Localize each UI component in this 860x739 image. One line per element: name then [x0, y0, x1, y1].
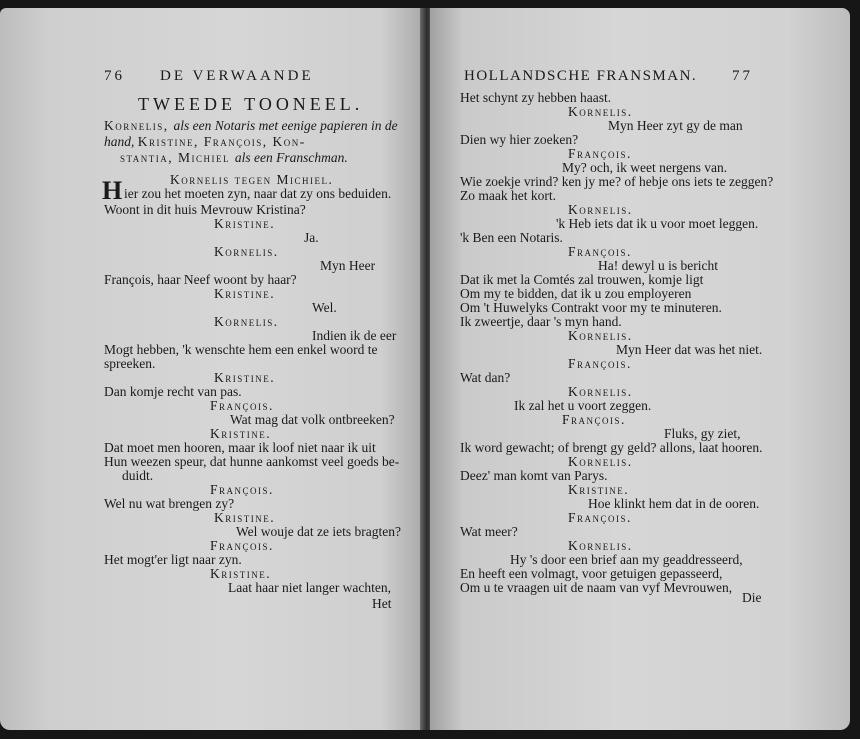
verse-line: Dan komje recht van pas.: [104, 384, 242, 399]
scene-title: TWEEDE TOONEEL.: [138, 94, 364, 114]
verse-line: Mogt hebben, 'k wenschte hem een enkel woord te: [104, 342, 378, 357]
speaker-name: Kornelis.: [568, 384, 633, 399]
verse-line: ier zou het moeten zyn, naar dat zy ons beduiden.: [124, 186, 392, 201]
verse-line: Wat meer?: [460, 524, 518, 539]
verse-line: Dat moet men hooren, maar ik loof niet naar ik uit: [104, 440, 376, 455]
verse-line: Ik zweertje, daar 's myn hand.: [460, 314, 622, 329]
verse-line: Hy 's door een brief aan my geaddresseerd,: [510, 552, 743, 567]
verse-line: duidt.: [122, 468, 154, 483]
verse-line: Om my te bidden, dat ik u zou employeren: [460, 286, 692, 301]
verse-line: Dien wy hier zoeken?: [460, 132, 579, 147]
cast-line-2: hand, Kristine, François, Kon-: [104, 134, 306, 149]
verse-line: Ik word gewacht; of brengt gy geld? allons, laat hooren.: [460, 440, 763, 455]
running-head-left: DE VERWAANDE: [160, 68, 314, 84]
catchword: Die: [742, 590, 762, 605]
speaker-name: Kristine.: [214, 216, 276, 231]
left-page: [0, 8, 424, 730]
speaker-name: Kornelis.: [214, 314, 279, 329]
speaker-name: Kristine.: [568, 482, 630, 497]
verse-line: 'k Heb iets dat ik u voor moet leggen.: [556, 216, 759, 231]
speaker-name: François.: [568, 146, 632, 161]
right-page: [430, 8, 850, 730]
verse-line: Om 't Huwelyks Contrakt voor my te minuteren.: [460, 300, 722, 315]
verse-line: Ik zal het u voort zeggen.: [514, 398, 652, 413]
drop-cap: H: [102, 176, 123, 205]
speaker-name: François.: [210, 538, 274, 553]
speaker-name: Kristine.: [214, 510, 276, 525]
verse-line: Hoe klinkt hem dat in de ooren.: [588, 496, 760, 511]
verse-line: Wel.: [312, 300, 337, 315]
verse-line: Myn Heer dat was het niet.: [616, 342, 763, 357]
speaker-heading: Kornelis tegen Michiel.: [170, 172, 334, 187]
speaker-name: Kristine.: [210, 566, 272, 581]
running-head-right: HOLLANDSCHE FRANSMAN.: [464, 68, 698, 84]
catchword: Het: [372, 596, 392, 611]
speaker-name: Kornelis.: [568, 202, 633, 217]
verse-line: Laat haar niet langer wachten,: [228, 580, 392, 595]
speaker-name: Kornelis.: [568, 328, 633, 343]
cast-line-3: stantia, Michiel als een Franschman.: [120, 150, 348, 165]
page-number-left: 76: [104, 68, 125, 84]
verse-line: Om u te vraagen uit de naam van vyf Mevrouwen,: [460, 580, 733, 595]
speaker-name: François.: [568, 356, 632, 371]
verse-line: My? och, ik weet nergens van.: [562, 160, 728, 175]
speaker-name: Kristine.: [214, 286, 276, 301]
speaker-name: François.: [568, 244, 632, 259]
verse-line: Het mogt'er ligt naar zyn.: [104, 552, 242, 567]
speaker-name: Kornelis.: [568, 538, 633, 553]
verse-line: Myn Heer zyt gy de man: [608, 118, 743, 133]
speaker-name: François.: [210, 398, 274, 413]
speaker-name: Kristine.: [214, 370, 276, 385]
speaker-name: Kornelis.: [568, 454, 633, 469]
verse-line: Wie zoekje vrind? ken jy me? of hebje ons iets te zeggen?: [460, 174, 774, 189]
verse-line: Wel wouje dat ze iets bragten?: [236, 524, 401, 539]
verse-line: 'k Ben een Notaris.: [460, 230, 563, 245]
verse-line: spreeken.: [104, 356, 156, 371]
verse-line: Ha! dewyl u is bericht: [598, 258, 718, 273]
verse-line: François, haar Neef woont by haar?: [104, 272, 297, 287]
verse-line: Dat ik met la Comtés zal trouwen, komje ligt: [460, 272, 704, 287]
speaker-name: Kristine.: [210, 426, 272, 441]
verse-line: Ja.: [304, 230, 319, 245]
cast-line-1: Kornelis, als een Notaris met eenige papieren in de: [104, 118, 398, 133]
speaker-name: François.: [210, 482, 274, 497]
speaker-name: Kornelis.: [214, 244, 279, 259]
verse-line: Indien ik de eer: [312, 328, 397, 343]
verse-line: Deez' man komt van Parys.: [460, 468, 608, 483]
verse-line: Het schynt zy hebben haast.: [460, 90, 612, 105]
verse-line: Zo maak het kort.: [460, 188, 556, 203]
verse-line: Wat dan?: [460, 370, 511, 385]
verse-line: Wat mag dat volk ontbreeken?: [230, 412, 395, 427]
page-number-right: 77: [732, 68, 753, 84]
speaker-name: François.: [562, 412, 626, 427]
verse-line: En heeft een volmagt, voor getuigen gepasseerd,: [460, 566, 723, 581]
verse-line: Wel nu wat brengen zy?: [104, 496, 235, 511]
verse-line: Fluks, gy ziet,: [664, 426, 741, 441]
speaker-name: François.: [568, 510, 632, 525]
verse-line: Myn Heer: [320, 258, 376, 273]
verse-line: Hun weezen speur, dat hunne aankomst veel goeds be-: [104, 454, 400, 469]
verse-line: Woont in dit huis Mevrouw Kristina?: [104, 202, 306, 217]
speaker-name: Kornelis.: [568, 104, 633, 119]
